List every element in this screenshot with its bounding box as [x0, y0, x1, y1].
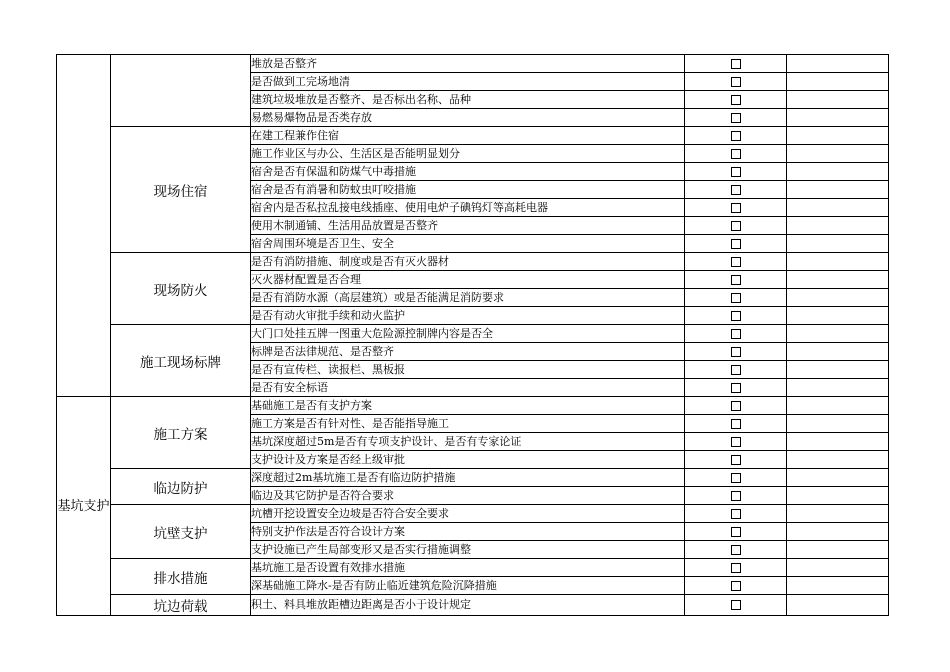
checkbox-cell [685, 55, 787, 73]
checkbox-cell [685, 289, 787, 307]
check-item-text: 易燃易爆物品是否类存放 [251, 109, 685, 127]
table-row [57, 595, 889, 616]
checkbox-cell [685, 73, 787, 91]
table-row [57, 505, 889, 523]
remarks-cell [787, 55, 889, 73]
remarks-cell [787, 289, 889, 307]
remarks-cell [787, 199, 889, 217]
check-item-text: 在建工程兼作住宿 [251, 127, 685, 145]
checkbox[interactable] [731, 365, 741, 375]
remarks-cell [787, 181, 889, 199]
checkbox-cell [685, 433, 787, 451]
check-item-text: 是否有动火审批手续和动火监护 [251, 307, 685, 325]
check-item-text: 是否做到工完场地清 [251, 73, 685, 91]
checkbox[interactable] [731, 77, 741, 87]
check-item-text: 大门口处挂五牌一图重大危险源控制牌内容是否全 [251, 325, 685, 343]
remarks-cell [787, 559, 889, 577]
remarks-cell [787, 487, 889, 505]
remarks-cell [787, 163, 889, 181]
checkbox-cell [685, 397, 787, 415]
subcategory-cell: 现场防火 [111, 253, 251, 325]
checkbox[interactable] [731, 203, 741, 213]
check-item-text: 建筑垃圾堆放是否整齐、是否标出名称、品种 [251, 91, 685, 109]
checkbox[interactable] [731, 473, 741, 483]
checkbox-cell [685, 235, 787, 253]
checkbox[interactable] [731, 275, 741, 285]
remarks-cell [787, 379, 889, 397]
remarks-cell [787, 433, 889, 451]
table-row [57, 559, 889, 577]
checkbox-cell [685, 577, 787, 595]
checkbox[interactable] [731, 455, 741, 465]
checkbox[interactable] [731, 509, 741, 519]
remarks-cell [787, 91, 889, 109]
checkbox-cell [685, 541, 787, 559]
checkbox-cell [685, 91, 787, 109]
check-item-text: 深基础施工降水-是否有防止临近建筑危险沉降措施 [251, 577, 685, 595]
checkbox-cell [685, 253, 787, 271]
checkbox[interactable] [731, 563, 741, 573]
check-item-text: 施工作业区与办公、生活区是否能明显划分 [251, 145, 685, 163]
subcategory-cell: 排水措施 [111, 559, 251, 595]
checkbox-cell [685, 361, 787, 379]
checkbox[interactable] [731, 167, 741, 177]
check-item-text: 基础施工是否有支护方案 [251, 397, 685, 415]
remarks-cell [787, 505, 889, 523]
remarks-cell [787, 343, 889, 361]
table-row [57, 55, 889, 73]
checkbox-cell [685, 505, 787, 523]
subcategory-cell: 坑壁支护 [111, 505, 251, 559]
check-item-text: 灭火器材配置是否合理 [251, 271, 685, 289]
subcategory-cell: 施工方案 [111, 397, 251, 469]
category-cell [57, 55, 111, 397]
check-item-text: 支护设施已产生局部变形又是否实行措施调整 [251, 541, 685, 559]
check-item-text: 支护设计及方案是否经上级审批 [251, 451, 685, 469]
checkbox-cell [685, 325, 787, 343]
checkbox-cell [685, 451, 787, 469]
checkbox[interactable] [731, 347, 741, 357]
check-item-text: 使用木制通铺、生活用品放置是否整齐 [251, 217, 685, 235]
remarks-cell [787, 523, 889, 541]
checkbox-cell [685, 487, 787, 505]
remarks-cell [787, 109, 889, 127]
check-item-text: 基坑深度超过5m是否有专项支护设计、是否有专家论证 [251, 433, 685, 451]
checkbox-cell [685, 595, 787, 616]
checkbox-cell [685, 199, 787, 217]
remarks-cell [787, 397, 889, 415]
table-row [57, 325, 889, 343]
checkbox[interactable] [731, 401, 741, 411]
check-item-text: 宿舍周围环境是否卫生、安全 [251, 235, 685, 253]
checkbox-cell [685, 379, 787, 397]
check-item-text: 宿舍内是否私拉乱接电线插座、使用电炉子碘钨灯等高耗电器 [251, 199, 685, 217]
checkbox[interactable] [731, 113, 741, 123]
checkbox[interactable] [731, 437, 741, 447]
check-item-text: 积土、料具堆放距槽边距离是否小于设计规定 [251, 595, 685, 616]
table-row [57, 397, 889, 415]
checkbox[interactable] [731, 383, 741, 393]
subcategory-cell: 现场住宿 [111, 127, 251, 253]
checkbox-cell [685, 127, 787, 145]
checkbox[interactable] [731, 329, 741, 339]
checkbox[interactable] [731, 600, 741, 610]
check-item-text: 深度超过2m基坑施工是否有临边防护措施 [251, 469, 685, 487]
checkbox-cell [685, 469, 787, 487]
check-item-text: 坑槽开挖设置安全边坡是否符合安全要求 [251, 505, 685, 523]
check-item-text: 是否有消防水源（高层建筑）或是否能满足消防要求 [251, 289, 685, 307]
subcategory-cell: 临边防护 [111, 469, 251, 505]
checkbox-cell [685, 145, 787, 163]
checkbox[interactable] [731, 527, 741, 537]
subcategory-cell: 坑边荷载 [111, 595, 251, 616]
checkbox[interactable] [731, 95, 741, 105]
checkbox-cell [685, 109, 787, 127]
checkbox[interactable] [731, 149, 741, 159]
checkbox-cell [685, 181, 787, 199]
checkbox-cell [685, 523, 787, 541]
checkbox-cell [685, 271, 787, 289]
checkbox-cell [685, 559, 787, 577]
table-row [57, 127, 889, 145]
remarks-cell [787, 307, 889, 325]
subcategory-cell [111, 55, 251, 127]
inspection-checklist-table [56, 54, 889, 616]
check-item-text: 是否有消防措施、制度或是否有灭火器材 [251, 253, 685, 271]
checkbox[interactable] [731, 59, 741, 69]
checkbox[interactable] [731, 131, 741, 141]
checkbox[interactable] [731, 257, 741, 267]
remarks-cell [787, 469, 889, 487]
check-item-text: 施工方案是否有针对性、是否能指导施工 [251, 415, 685, 433]
remarks-cell [787, 451, 889, 469]
checkbox-cell [685, 163, 787, 181]
checkbox[interactable] [731, 545, 741, 555]
subcategory-cell: 施工现场标牌 [111, 325, 251, 397]
check-item-text: 特别支护作法是否符合设计方案 [251, 523, 685, 541]
checkbox[interactable] [731, 311, 741, 321]
check-item-text: 宿舍是否有消暑和防蚊虫叮咬措施 [251, 181, 685, 199]
checkbox[interactable] [731, 581, 741, 591]
check-item-text: 标牌是否法律规范、是否整齐 [251, 343, 685, 361]
remarks-cell [787, 577, 889, 595]
remarks-cell [787, 217, 889, 235]
check-item-text: 基坑施工是否设置有效排水措施 [251, 559, 685, 577]
remarks-cell [787, 73, 889, 91]
remarks-cell [787, 361, 889, 379]
remarks-cell [787, 235, 889, 253]
checkbox-cell [685, 307, 787, 325]
checkbox-cell [685, 343, 787, 361]
table-row [57, 469, 889, 487]
checklist-body [57, 55, 889, 616]
check-item-text: 是否有安全标语 [251, 379, 685, 397]
check-item-text: 宿舍是否有保温和防煤气中毒措施 [251, 163, 685, 181]
checkbox[interactable] [731, 239, 741, 249]
checkbox[interactable] [731, 185, 741, 195]
checkbox[interactable] [731, 491, 741, 501]
remarks-cell [787, 595, 889, 616]
checkbox-cell [685, 217, 787, 235]
checkbox[interactable] [731, 419, 741, 429]
remarks-cell [787, 253, 889, 271]
check-item-text: 临边及其它防护是否符合要求 [251, 487, 685, 505]
remarks-cell [787, 271, 889, 289]
checkbox-cell [685, 415, 787, 433]
checkbox[interactable] [731, 293, 741, 303]
table-row [57, 253, 889, 271]
category-cell: 基坑支护 [57, 397, 111, 616]
remarks-cell [787, 145, 889, 163]
remarks-cell [787, 127, 889, 145]
check-item-text: 是否有宣传栏、读报栏、黑板报 [251, 361, 685, 379]
check-item-text: 堆放是否整齐 [251, 55, 685, 73]
remarks-cell [787, 415, 889, 433]
remarks-cell [787, 541, 889, 559]
checkbox[interactable] [731, 221, 741, 231]
remarks-cell [787, 325, 889, 343]
